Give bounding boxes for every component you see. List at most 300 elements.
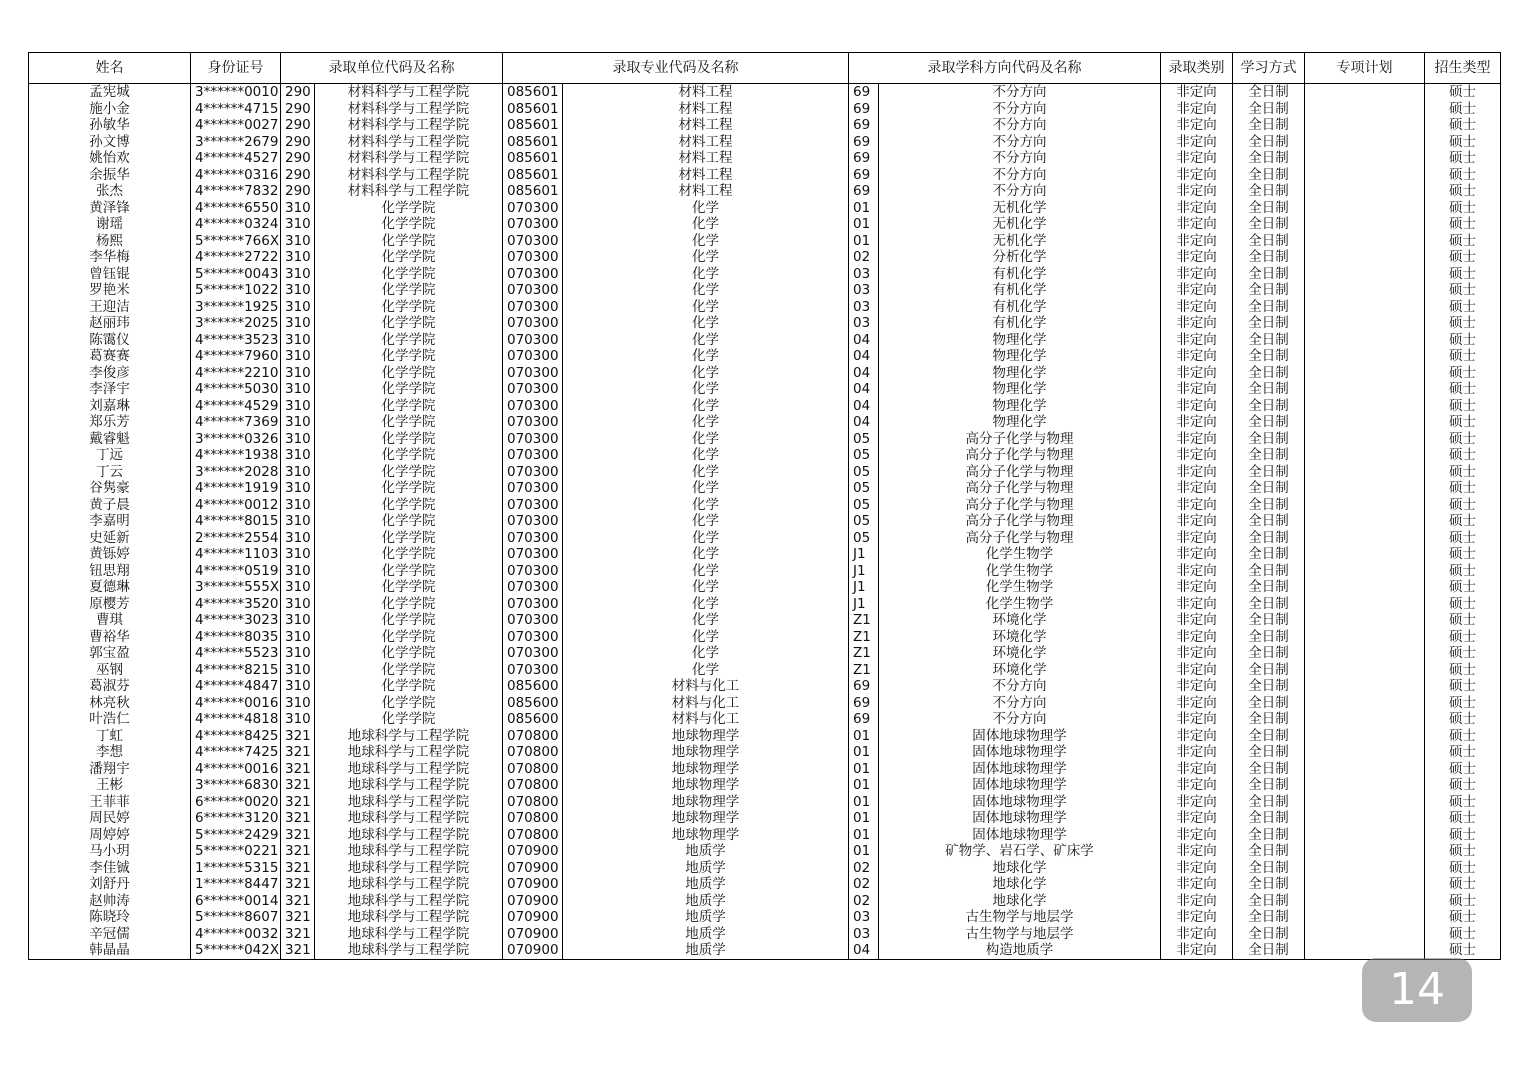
cell-category: 非定向	[1161, 513, 1233, 530]
cell-direction-code: 05	[849, 431, 879, 448]
cell-unit-code: 310	[281, 612, 315, 629]
cell-enroll-type: 硕士	[1425, 365, 1501, 382]
cell-enroll-type: 硕士	[1425, 447, 1501, 464]
cell-enroll-type: 硕士	[1425, 662, 1501, 679]
cell-enroll-type: 硕士	[1425, 579, 1501, 596]
cell-special-plan	[1305, 777, 1425, 794]
cell-unit-code: 310	[281, 348, 315, 365]
cell-major-code: 070300	[503, 365, 563, 382]
cell-direction-name: 不分方向	[879, 167, 1161, 184]
cell-study-mode: 全日制	[1233, 728, 1305, 745]
cell-unit-name: 化学学院	[315, 365, 503, 382]
cell-major-code: 085601	[503, 84, 563, 101]
cell-direction-code: 03	[849, 266, 879, 283]
cell-unit-name: 化学学院	[315, 332, 503, 349]
cell-category: 非定向	[1161, 167, 1233, 184]
cell-id-number: 4******3023	[191, 612, 281, 629]
cell-study-mode: 全日制	[1233, 612, 1305, 629]
cell-direction-name: 不分方向	[879, 150, 1161, 167]
cell-major-name: 化学	[563, 530, 849, 547]
cell-study-mode: 全日制	[1233, 579, 1305, 596]
cell-direction-name: 环境化学	[879, 662, 1161, 679]
cell-enroll-type: 硕士	[1425, 843, 1501, 860]
cell-direction-code: 02	[849, 860, 879, 877]
cell-unit-code: 310	[281, 315, 315, 332]
cell-unit-code: 321	[281, 860, 315, 877]
cell-study-mode: 全日制	[1233, 843, 1305, 860]
cell-direction-name: 不分方向	[879, 84, 1161, 101]
cell-study-mode: 全日制	[1233, 893, 1305, 910]
cell-unit-code: 321	[281, 876, 315, 893]
cell-category: 非定向	[1161, 596, 1233, 613]
cell-enroll-type: 硕士	[1425, 249, 1501, 266]
cell-direction-code: 05	[849, 497, 879, 514]
cell-id-number: 4******7960	[191, 348, 281, 365]
cell-category: 非定向	[1161, 794, 1233, 811]
cell-unit-name: 地球科学与工程学院	[315, 728, 503, 745]
cell-study-mode: 全日制	[1233, 926, 1305, 943]
cell-special-plan	[1305, 233, 1425, 250]
cell-major-code: 070800	[503, 827, 563, 844]
cell-study-mode: 全日制	[1233, 744, 1305, 761]
cell-category: 非定向	[1161, 381, 1233, 398]
cell-id-number: 4******1938	[191, 447, 281, 464]
cell-enroll-type: 硕士	[1425, 134, 1501, 151]
header-row	[29, 53, 1501, 84]
cell-enroll-type: 硕士	[1425, 299, 1501, 316]
cell-enroll-type: 硕士	[1425, 876, 1501, 893]
cell-major-name: 地球物理学	[563, 728, 849, 745]
cell-major-name: 地球物理学	[563, 810, 849, 827]
cell-special-plan	[1305, 480, 1425, 497]
cell-direction-name: 无机化学	[879, 216, 1161, 233]
cell-direction-name: 固体地球物理学	[879, 744, 1161, 761]
cell-id-number: 4******0016	[191, 761, 281, 778]
cell-unit-name: 化学学院	[315, 530, 503, 547]
cell-name: 黄铄婷	[29, 546, 191, 563]
cell-unit-code: 310	[281, 530, 315, 547]
cell-unit-code: 310	[281, 645, 315, 662]
table-row	[29, 695, 1501, 712]
cell-id-number: 6******0020	[191, 794, 281, 811]
cell-name: 丁虹	[29, 728, 191, 745]
cell-unit-name: 化学学院	[315, 431, 503, 448]
cell-unit-name: 化学学院	[315, 464, 503, 481]
cell-name: 郭宝盈	[29, 645, 191, 662]
cell-category: 非定向	[1161, 480, 1233, 497]
cell-special-plan	[1305, 843, 1425, 860]
cell-category: 非定向	[1161, 678, 1233, 695]
cell-study-mode: 全日制	[1233, 530, 1305, 547]
cell-name: 丁云	[29, 464, 191, 481]
cell-direction-code: 03	[849, 909, 879, 926]
cell-study-mode: 全日制	[1233, 645, 1305, 662]
cell-special-plan	[1305, 645, 1425, 662]
cell-direction-code: Z1	[849, 662, 879, 679]
header-study-mode: 学习方式	[1233, 53, 1305, 84]
cell-major-code: 070800	[503, 810, 563, 827]
cell-direction-name: 不分方向	[879, 695, 1161, 712]
cell-name: 谷隽豪	[29, 480, 191, 497]
cell-major-name: 材料工程	[563, 167, 849, 184]
cell-major-code: 070300	[503, 282, 563, 299]
cell-direction-code: 05	[849, 480, 879, 497]
cell-major-name: 化学	[563, 629, 849, 646]
cell-direction-code: 04	[849, 365, 879, 382]
cell-study-mode: 全日制	[1233, 299, 1305, 316]
cell-direction-code: 69	[849, 678, 879, 695]
cell-id-number: 5******8607	[191, 909, 281, 926]
cell-major-name: 地球物理学	[563, 761, 849, 778]
cell-major-code: 085601	[503, 150, 563, 167]
cell-direction-code: 69	[849, 167, 879, 184]
cell-major-name: 化学	[563, 546, 849, 563]
cell-special-plan	[1305, 942, 1425, 959]
cell-id-number: 3******2028	[191, 464, 281, 481]
cell-direction-code: J1	[849, 579, 879, 596]
cell-direction-code: 01	[849, 200, 879, 217]
cell-major-name: 地球物理学	[563, 827, 849, 844]
cell-enroll-type: 硕士	[1425, 117, 1501, 134]
cell-direction-code: 04	[849, 381, 879, 398]
cell-unit-code: 290	[281, 101, 315, 118]
cell-id-number: 4******0519	[191, 563, 281, 580]
cell-name: 赵帅涛	[29, 893, 191, 910]
cell-enroll-type: 硕士	[1425, 414, 1501, 431]
cell-unit-code: 310	[281, 546, 315, 563]
cell-special-plan	[1305, 695, 1425, 712]
cell-id-number: 4******8015	[191, 513, 281, 530]
cell-major-name: 地球物理学	[563, 777, 849, 794]
cell-name: 王彬	[29, 777, 191, 794]
cell-major-name: 化学	[563, 596, 849, 613]
cell-unit-code: 310	[281, 282, 315, 299]
cell-major-name: 材料工程	[563, 134, 849, 151]
cell-special-plan	[1305, 134, 1425, 151]
cell-name: 罗艳米	[29, 282, 191, 299]
header-name: 姓名	[29, 53, 191, 84]
cell-category: 非定向	[1161, 315, 1233, 332]
cell-direction-code: 69	[849, 150, 879, 167]
cell-major-code: 070800	[503, 761, 563, 778]
cell-major-name: 化学	[563, 299, 849, 316]
cell-major-name: 化学	[563, 612, 849, 629]
cell-name: 姚怡欢	[29, 150, 191, 167]
cell-category: 非定向	[1161, 348, 1233, 365]
cell-major-name: 化学	[563, 200, 849, 217]
table-row	[29, 183, 1501, 200]
table-row	[29, 249, 1501, 266]
cell-direction-code: Z1	[849, 645, 879, 662]
cell-direction-code: 69	[849, 711, 879, 728]
cell-major-code: 070800	[503, 728, 563, 745]
cell-major-code: 085601	[503, 167, 563, 184]
cell-direction-code: 03	[849, 282, 879, 299]
cell-name: 原樱芳	[29, 596, 191, 613]
cell-unit-name: 化学学院	[315, 216, 503, 233]
cell-study-mode: 全日制	[1233, 794, 1305, 811]
cell-direction-name: 固体地球物理学	[879, 810, 1161, 827]
cell-category: 非定向	[1161, 200, 1233, 217]
cell-direction-code: 69	[849, 117, 879, 134]
cell-study-mode: 全日制	[1233, 876, 1305, 893]
cell-major-name: 化学	[563, 579, 849, 596]
cell-study-mode: 全日制	[1233, 282, 1305, 299]
cell-direction-code: 01	[849, 810, 879, 827]
table-row	[29, 497, 1501, 514]
cell-category: 非定向	[1161, 266, 1233, 283]
cell-direction-name: 化学生物学	[879, 563, 1161, 580]
cell-major-name: 化学	[563, 282, 849, 299]
table-row	[29, 827, 1501, 844]
cell-category: 非定向	[1161, 431, 1233, 448]
admission-table	[28, 52, 1501, 960]
cell-category: 非定向	[1161, 728, 1233, 745]
cell-unit-name: 地球科学与工程学院	[315, 860, 503, 877]
cell-study-mode: 全日制	[1233, 398, 1305, 415]
cell-unit-code: 310	[281, 447, 315, 464]
cell-category: 非定向	[1161, 711, 1233, 728]
cell-major-name: 地质学	[563, 926, 849, 943]
table-row	[29, 876, 1501, 893]
cell-direction-code: 01	[849, 216, 879, 233]
cell-special-plan	[1305, 216, 1425, 233]
cell-major-code: 070300	[503, 464, 563, 481]
header-direction: 录取学科方向代码及名称	[849, 53, 1161, 84]
header-enroll-type: 招生类型	[1425, 53, 1501, 84]
cell-unit-code: 290	[281, 183, 315, 200]
cell-enroll-type: 硕士	[1425, 183, 1501, 200]
cell-special-plan	[1305, 447, 1425, 464]
cell-major-name: 化学	[563, 513, 849, 530]
cell-id-number: 3******2025	[191, 315, 281, 332]
cell-study-mode: 全日制	[1233, 711, 1305, 728]
table-row	[29, 810, 1501, 827]
cell-id-number: 4******4847	[191, 678, 281, 695]
cell-major-name: 地质学	[563, 893, 849, 910]
cell-special-plan	[1305, 678, 1425, 695]
cell-direction-name: 不分方向	[879, 711, 1161, 728]
cell-major-name: 化学	[563, 266, 849, 283]
cell-study-mode: 全日制	[1233, 266, 1305, 283]
cell-special-plan	[1305, 282, 1425, 299]
cell-unit-name: 材料科学与工程学院	[315, 167, 503, 184]
cell-study-mode: 全日制	[1233, 117, 1305, 134]
cell-unit-name: 化学学院	[315, 381, 503, 398]
cell-major-code: 070300	[503, 612, 563, 629]
cell-name: 孟宪城	[29, 84, 191, 101]
cell-name: 王菲菲	[29, 794, 191, 811]
cell-major-code: 070300	[503, 662, 563, 679]
table-row	[29, 579, 1501, 596]
cell-major-code: 070300	[503, 530, 563, 547]
cell-special-plan	[1305, 183, 1425, 200]
cell-direction-name: 高分子化学与物理	[879, 480, 1161, 497]
cell-direction-code: 04	[849, 398, 879, 415]
cell-special-plan	[1305, 876, 1425, 893]
cell-unit-name: 地球科学与工程学院	[315, 893, 503, 910]
cell-direction-name: 不分方向	[879, 117, 1161, 134]
cell-direction-name: 地球化学	[879, 860, 1161, 877]
cell-study-mode: 全日制	[1233, 464, 1305, 481]
cell-category: 非定向	[1161, 645, 1233, 662]
table-row	[29, 216, 1501, 233]
cell-name: 钮思翔	[29, 563, 191, 580]
table-row	[29, 332, 1501, 349]
cell-major-code: 085600	[503, 695, 563, 712]
cell-direction-code: 69	[849, 183, 879, 200]
cell-special-plan	[1305, 546, 1425, 563]
cell-name: 曹裕华	[29, 629, 191, 646]
cell-name: 周民婷	[29, 810, 191, 827]
cell-major-code: 070300	[503, 398, 563, 415]
cell-direction-name: 物理化学	[879, 414, 1161, 431]
cell-id-number: 4******8035	[191, 629, 281, 646]
cell-direction-code: 01	[849, 744, 879, 761]
cell-id-number: 4******7425	[191, 744, 281, 761]
cell-major-code: 070900	[503, 909, 563, 926]
cell-special-plan	[1305, 299, 1425, 316]
cell-study-mode: 全日制	[1233, 200, 1305, 217]
cell-major-code: 085600	[503, 678, 563, 695]
cell-enroll-type: 硕士	[1425, 761, 1501, 778]
cell-study-mode: 全日制	[1233, 497, 1305, 514]
cell-major-code: 070300	[503, 645, 563, 662]
cell-direction-code: 03	[849, 926, 879, 943]
cell-direction-code: 01	[849, 843, 879, 860]
cell-special-plan	[1305, 332, 1425, 349]
cell-study-mode: 全日制	[1233, 233, 1305, 250]
cell-unit-name: 化学学院	[315, 249, 503, 266]
cell-enroll-type: 硕士	[1425, 348, 1501, 365]
cell-special-plan	[1305, 167, 1425, 184]
cell-study-mode: 全日制	[1233, 134, 1305, 151]
cell-study-mode: 全日制	[1233, 381, 1305, 398]
cell-major-code: 085601	[503, 101, 563, 118]
cell-unit-code: 321	[281, 843, 315, 860]
cell-direction-name: 不分方向	[879, 183, 1161, 200]
cell-direction-code: 02	[849, 876, 879, 893]
cell-category: 非定向	[1161, 101, 1233, 118]
cell-enroll-type: 硕士	[1425, 810, 1501, 827]
table-row	[29, 777, 1501, 794]
cell-enroll-type: 硕士	[1425, 381, 1501, 398]
cell-major-code: 070300	[503, 266, 563, 283]
cell-major-name: 化学	[563, 447, 849, 464]
cell-enroll-type: 硕士	[1425, 563, 1501, 580]
cell-name: 李佳铖	[29, 860, 191, 877]
cell-major-name: 地质学	[563, 860, 849, 877]
cell-unit-code: 321	[281, 827, 315, 844]
cell-id-number: 4******2722	[191, 249, 281, 266]
cell-id-number: 4******4527	[191, 150, 281, 167]
cell-major-code: 070300	[503, 249, 563, 266]
cell-id-number: 3******555X	[191, 579, 281, 596]
cell-major-name: 材料工程	[563, 183, 849, 200]
cell-direction-name: 固体地球物理学	[879, 827, 1161, 844]
cell-enroll-type: 硕士	[1425, 546, 1501, 563]
cell-unit-name: 化学学院	[315, 447, 503, 464]
cell-direction-code: 02	[849, 249, 879, 266]
cell-direction-code: 01	[849, 794, 879, 811]
cell-major-code: 070300	[503, 431, 563, 448]
cell-id-number: 4******4715	[191, 101, 281, 118]
cell-id-number: 4******3520	[191, 596, 281, 613]
table-row	[29, 893, 1501, 910]
cell-category: 非定向	[1161, 414, 1233, 431]
cell-id-number: 5******042X	[191, 942, 281, 959]
cell-enroll-type: 硕士	[1425, 794, 1501, 811]
cell-major-code: 070800	[503, 777, 563, 794]
cell-unit-code: 321	[281, 810, 315, 827]
cell-id-number: 4******3523	[191, 332, 281, 349]
cell-study-mode: 全日制	[1233, 695, 1305, 712]
cell-major-code: 070300	[503, 546, 563, 563]
cell-unit-code: 310	[281, 480, 315, 497]
cell-category: 非定向	[1161, 249, 1233, 266]
cell-study-mode: 全日制	[1233, 860, 1305, 877]
cell-study-mode: 全日制	[1233, 909, 1305, 926]
cell-category: 非定向	[1161, 117, 1233, 134]
cell-name: 葛淑芬	[29, 678, 191, 695]
cell-category: 非定向	[1161, 530, 1233, 547]
cell-unit-name: 材料科学与工程学院	[315, 150, 503, 167]
cell-category: 非定向	[1161, 563, 1233, 580]
cell-unit-name: 地球科学与工程学院	[315, 843, 503, 860]
cell-major-name: 地质学	[563, 942, 849, 959]
cell-direction-name: 物理化学	[879, 381, 1161, 398]
cell-name: 黄泽锋	[29, 200, 191, 217]
cell-direction-name: 分析化学	[879, 249, 1161, 266]
cell-major-code: 070900	[503, 843, 563, 860]
cell-category: 非定向	[1161, 860, 1233, 877]
table-row	[29, 447, 1501, 464]
cell-unit-name: 化学学院	[315, 579, 503, 596]
cell-study-mode: 全日制	[1233, 150, 1305, 167]
cell-name: 李俊彦	[29, 365, 191, 382]
cell-direction-code: 05	[849, 513, 879, 530]
cell-major-code: 070800	[503, 794, 563, 811]
cell-category: 非定向	[1161, 843, 1233, 860]
cell-study-mode: 全日制	[1233, 662, 1305, 679]
cell-name: 刘嘉琳	[29, 398, 191, 415]
cell-direction-code: 69	[849, 134, 879, 151]
cell-direction-code: 04	[849, 348, 879, 365]
cell-enroll-type: 硕士	[1425, 513, 1501, 530]
cell-special-plan	[1305, 728, 1425, 745]
table-row	[29, 546, 1501, 563]
cell-unit-code: 310	[281, 579, 315, 596]
cell-special-plan	[1305, 579, 1425, 596]
cell-special-plan	[1305, 365, 1425, 382]
cell-special-plan	[1305, 794, 1425, 811]
cell-special-plan	[1305, 249, 1425, 266]
cell-direction-name: 化学生物学	[879, 579, 1161, 596]
table-row	[29, 464, 1501, 481]
cell-unit-code: 290	[281, 167, 315, 184]
cell-special-plan	[1305, 101, 1425, 118]
cell-direction-name: 有机化学	[879, 282, 1161, 299]
cell-unit-name: 材料科学与工程学院	[315, 101, 503, 118]
cell-id-number: 4******0012	[191, 497, 281, 514]
cell-direction-name: 环境化学	[879, 612, 1161, 629]
cell-direction-name: 高分子化学与物理	[879, 513, 1161, 530]
cell-category: 非定向	[1161, 909, 1233, 926]
cell-special-plan	[1305, 84, 1425, 101]
cell-unit-code: 290	[281, 117, 315, 134]
cell-unit-name: 化学学院	[315, 612, 503, 629]
cell-major-name: 化学	[563, 365, 849, 382]
